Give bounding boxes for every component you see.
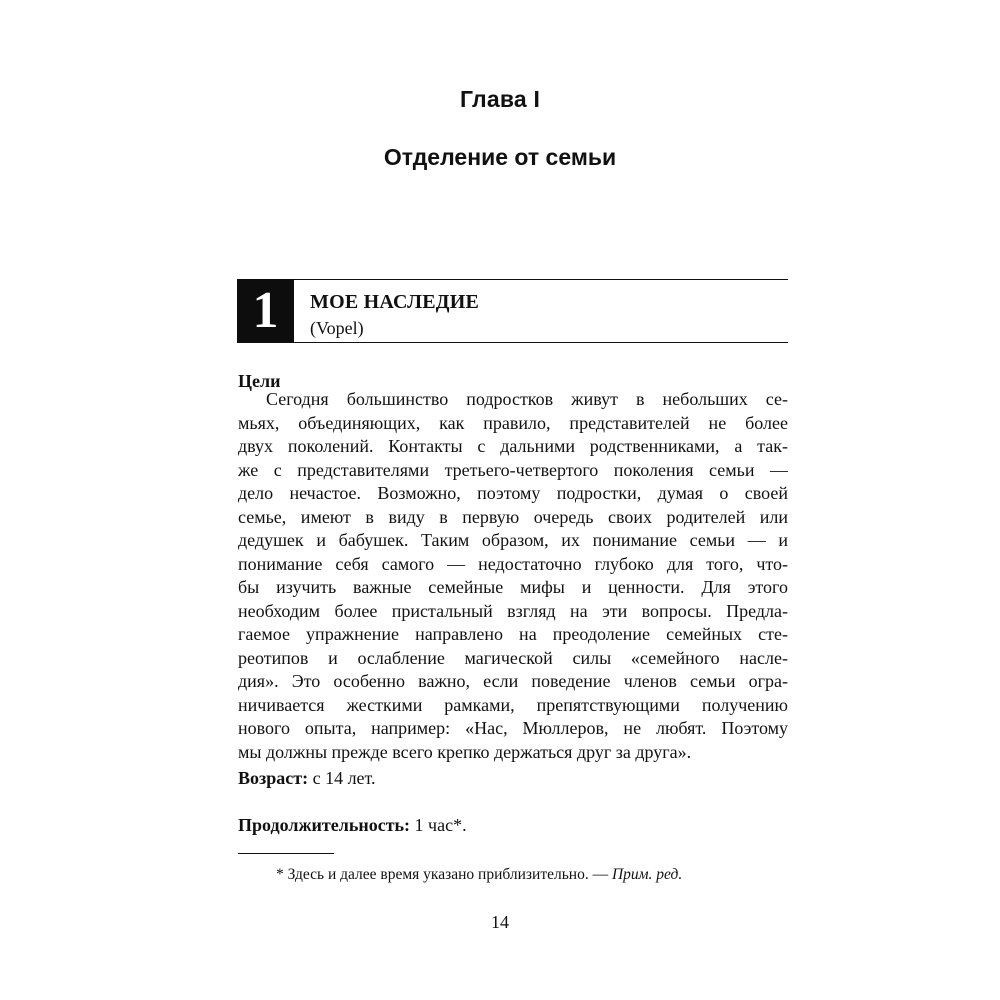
footnote-separator: [238, 853, 334, 854]
paragraph-line: ничивается жесткими рамками, препятствующими получению: [238, 694, 788, 715]
age-label: Возраст:: [238, 768, 309, 788]
paragraph-line: дело нечастое. Возможно, поэтому подростки, думая о своей: [238, 483, 788, 503]
age-value: с 14 лет.: [312, 768, 376, 788]
chapter-label: Глава I: [459, 86, 541, 112]
duration-value: 1 час*.: [414, 815, 467, 835]
duration-field: [238, 815, 467, 836]
paragraph-line: двух поколений. Контакты с дальними родственниками, а так-: [238, 436, 788, 456]
paragraph-line: бы изучить важные семейные мифы и ценности. Для этого: [238, 577, 788, 597]
paragraph-line: мьях, объединяющих, как правило, представителей не более: [238, 412, 788, 433]
page-number: 14: [491, 912, 509, 932]
exercise-number-box: [237, 279, 294, 343]
paragraph-line: семье, имеют в виду в первую очередь своих родителей или: [238, 506, 788, 527]
footnote-editor-note: Прим. ред.: [611, 866, 683, 883]
paragraph-line: нового опыта, например: «Нас, Мюллеров, не любят. Поэтому: [238, 718, 788, 738]
paragraph-line: гаемое упражнение направлено на преодоление семейных сте-: [238, 624, 788, 644]
chapter-title: Отделение от семьи: [383, 144, 617, 170]
paragraph-line: же с представителями третьего-четвертого поколения семьи —: [238, 459, 788, 480]
duration-label: Продолжительность:: [238, 815, 411, 835]
exercise-header-bottom-rule: [237, 342, 788, 343]
exercise-author: (Vopel): [310, 318, 364, 338]
paragraph-line: Сегодня большинство подростков живут в небольших се-: [266, 389, 788, 409]
goals-heading: Цели: [238, 371, 281, 391]
paragraph-line: необходим более пристальный взгляд на эти вопросы. Предла-: [238, 600, 788, 621]
goals-paragraph: [238, 388, 788, 764]
exercise-title: МОЕ НАСЛЕДИЕ: [310, 291, 480, 313]
paragraph-line: реотипов и ослабление магической силы «семейного насле-: [238, 647, 788, 668]
paragraph-line: понимание себя самого — недостаточно глубоко для того, что-: [238, 553, 788, 574]
paragraph-line: мы должны прежде всего крепко держаться друг за друга».: [238, 741, 692, 762]
footnote-text: * Здесь и далее время указано приблизительно. —: [276, 866, 609, 883]
age-field: [238, 768, 376, 789]
paragraph-line: дедушек и бабушек. Таким образом, их понимание семьи — и: [238, 530, 788, 550]
exercise-header-top-rule: [237, 279, 788, 280]
footnote: [276, 866, 682, 884]
paragraph-line: дия». Это особенно важно, если поведение членов семьи огра-: [238, 671, 788, 691]
exercise-number: 1: [252, 282, 279, 339]
